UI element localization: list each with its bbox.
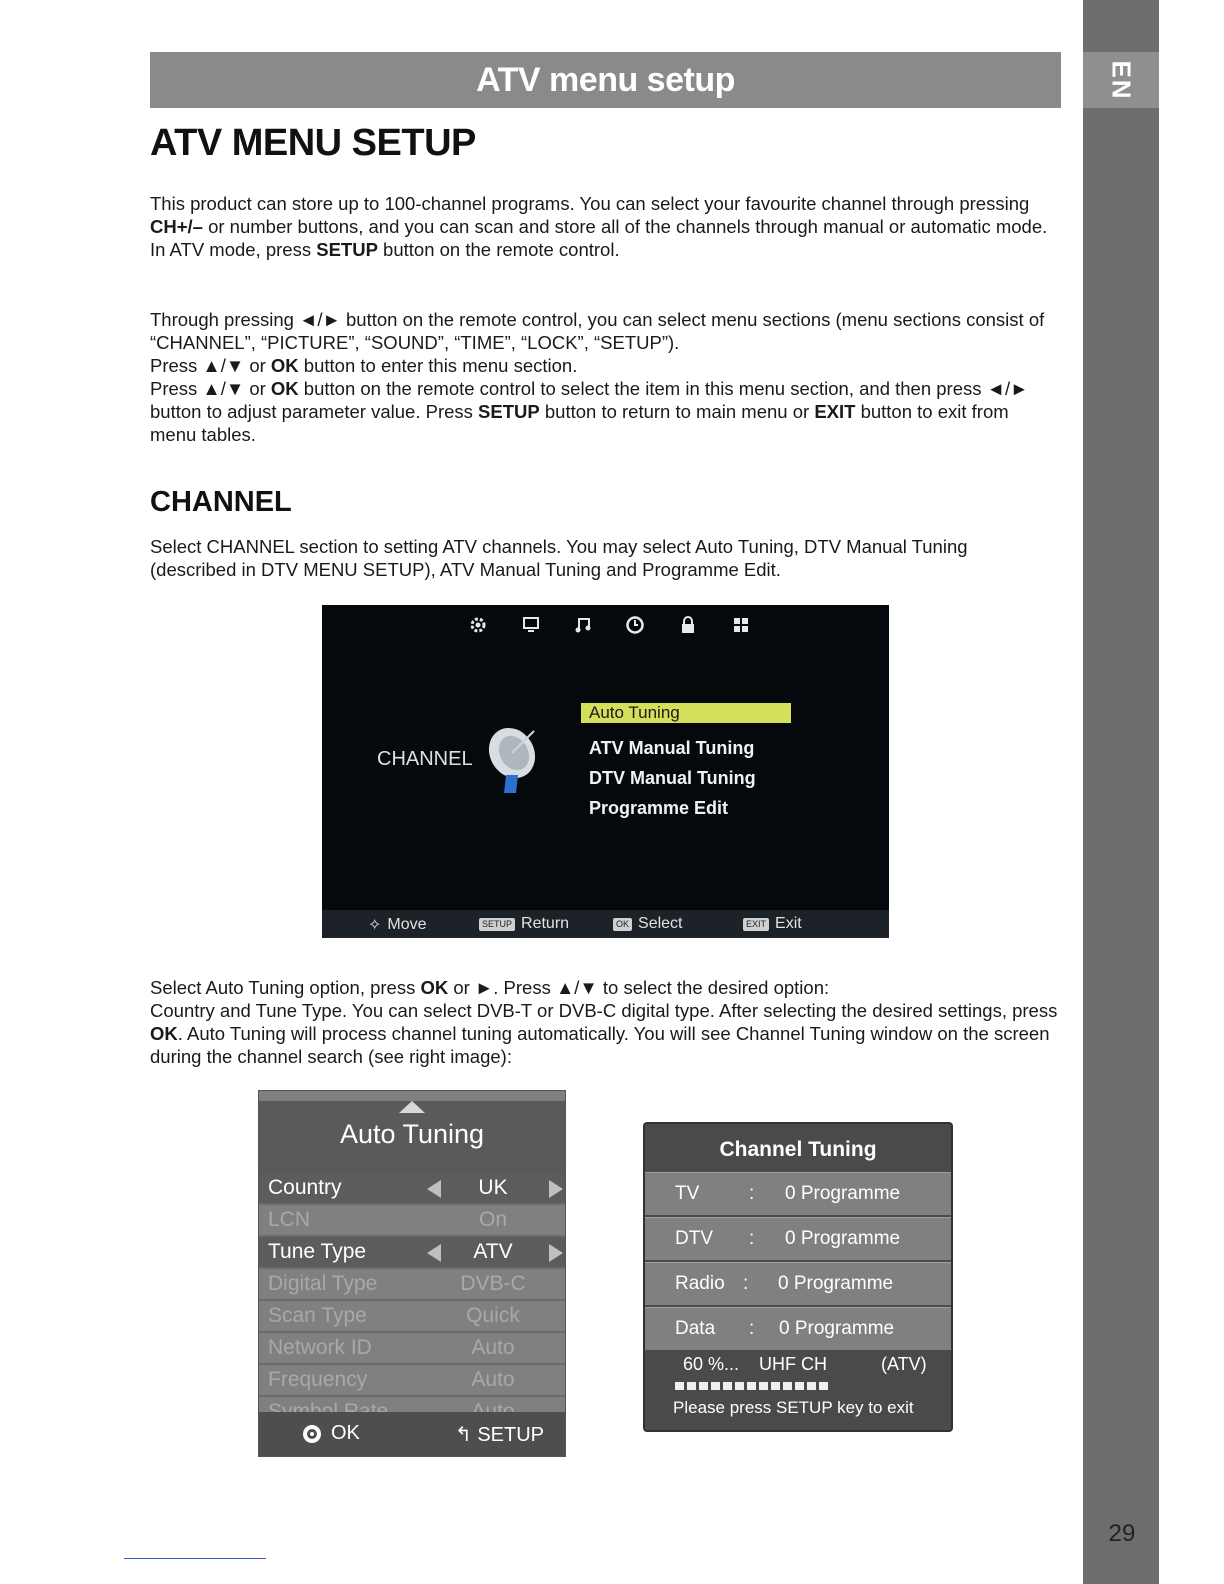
return-hint	[479, 915, 569, 933]
progress-bar	[675, 1382, 951, 1390]
exit-instruction: Please press SETUP key to exit	[673, 1398, 914, 1417]
country-row[interactable]	[259, 1173, 565, 1205]
return-label: Return	[521, 915, 570, 932]
digital-type-value: DVB-C	[460, 1272, 526, 1295]
channel-heading: CHANNEL	[150, 486, 292, 518]
frequency-label: Frequency	[268, 1368, 368, 1391]
exit-hint	[743, 915, 802, 933]
network-id-value: Auto	[471, 1336, 515, 1359]
data-count: 0 Programme	[779, 1318, 895, 1339]
page-banner: ATV menu setup	[150, 52, 1061, 108]
menu-item-programme-edit[interactable]: Programme Edit	[589, 798, 729, 818]
scan-type-value: Quick	[466, 1304, 520, 1327]
intro-text: button on the remote control.	[377, 239, 620, 260]
radio-count-row	[645, 1262, 951, 1305]
data-count-row	[645, 1307, 951, 1350]
separator: :	[749, 1228, 755, 1249]
select-hint	[613, 915, 682, 933]
auto-tuning-title: Auto Tuning	[339, 1119, 485, 1149]
scan-type-label: Scan Type	[268, 1304, 367, 1327]
progress-segment	[747, 1382, 756, 1390]
ok-label: OK	[331, 1422, 360, 1444]
auto-tuning-header	[259, 1101, 565, 1173]
lcn-value: On	[478, 1208, 507, 1231]
frequency-value: Auto	[471, 1368, 515, 1391]
grid-icon[interactable]	[730, 615, 752, 637]
tune-type-value: ATV	[473, 1240, 513, 1263]
nav-text: button to return to main menu or	[539, 401, 815, 422]
digital-type-label: Digital Type	[268, 1272, 378, 1295]
back-arrow-icon: ↰	[455, 1424, 472, 1446]
nav-text: button to enter this menu section.	[298, 355, 578, 376]
auto-text: or ►. Press ▲/▼ to select the desired option:	[448, 977, 830, 998]
tuning-status	[645, 1354, 951, 1418]
lcn-label: LCN	[268, 1208, 311, 1231]
intro-text: This product can store up to 100-channel programs. You can select your favourite channel through pressing	[150, 193, 1030, 214]
menu-help-bar	[322, 910, 889, 938]
tv-label: TV	[675, 1183, 700, 1204]
menu-item-atv-manual-tuning[interactable]: ATV Manual Tuning	[589, 738, 755, 758]
lcn-row[interactable]	[259, 1205, 565, 1237]
progress-segment	[711, 1382, 720, 1390]
dtv-label: DTV	[675, 1228, 713, 1249]
ok-key: OK	[420, 977, 449, 998]
status-line	[645, 1354, 951, 1378]
tv-count: 0 Programme	[785, 1183, 901, 1204]
separator: :	[749, 1183, 755, 1204]
auto-tuning-panel	[258, 1090, 566, 1457]
progress-segment	[723, 1382, 732, 1390]
move-label: Move	[387, 916, 427, 933]
setup-hint[interactable]	[455, 1422, 544, 1447]
frequency-row[interactable]	[259, 1365, 565, 1397]
language-label: EN	[1106, 59, 1137, 101]
scan-type-row[interactable]	[259, 1301, 565, 1333]
up-arrow-icon[interactable]	[399, 1101, 425, 1113]
ok-key: OK	[270, 378, 299, 399]
ok-key: OK	[150, 1023, 178, 1044]
exit-key-icon: EXIT	[743, 918, 769, 931]
tv-channel-menu	[322, 605, 889, 938]
channel-paragraph: Select CHANNEL section to setting ATV channels. You may select Auto Tuning, DTV Manual Tuning (described in DTV MENU SETUP), ATV Manual Tuning and Programme Edit.	[150, 536, 968, 580]
nav-text: button on the remote control to select the item in this menu section, and then press ◄/► button to adjust parameter value. Press	[150, 378, 1029, 422]
select-label: Select	[638, 915, 683, 932]
nav-text: Press ▲/▼ or	[150, 355, 271, 376]
progress-segment	[771, 1382, 780, 1390]
clock-icon[interactable]	[624, 615, 646, 637]
auto-text: Country and Tune Type. You can select DVB-T or DVB-C digital type. After selecting the desired settings, press	[150, 1000, 1058, 1021]
right-arrow-icon[interactable]	[549, 1244, 563, 1262]
menu-item-auto-tuning[interactable]: Auto Tuning	[581, 703, 791, 723]
navigation-paragraph	[150, 308, 1055, 446]
progress-segment	[759, 1382, 768, 1390]
tv-count-row	[645, 1172, 951, 1215]
language-tab	[1083, 52, 1159, 108]
auto-text: . Auto Tuning will process channel tuning automatically. You will see Channel Tuning window on the screen during the channel search (see right image):	[150, 1023, 1050, 1067]
progress-segment	[675, 1382, 684, 1390]
footer-rule	[124, 1558, 266, 1559]
progress-percent: 60 %...	[683, 1354, 740, 1374]
channel-section-label: CHANNEL	[377, 748, 473, 770]
nav-text: Press ▲/▼ or	[150, 378, 271, 399]
country-label: Country	[268, 1176, 342, 1199]
move-arrows-icon: ✧	[368, 917, 382, 934]
dtv-count-row	[645, 1217, 951, 1260]
auto-tuning-footer	[259, 1412, 565, 1456]
separator: :	[743, 1273, 749, 1294]
ok-key: OK	[270, 355, 299, 376]
tune-type-label: Tune Type	[268, 1240, 367, 1263]
tune-type-row[interactable]	[259, 1237, 565, 1269]
satellite-dish-icon	[480, 723, 540, 797]
ch-key: CH+/–	[150, 216, 203, 237]
gear-icon[interactable]	[467, 615, 489, 637]
nav-text: Through pressing ◄/► button on the remote control, you can select menu sections (menu sections consist of “CHANNEL”, “PICTURE”, “SOUND”, “TIME”, “LOCK”, “SETUP”).	[150, 309, 1045, 353]
monitor-icon[interactable]	[520, 615, 542, 637]
ok-key-icon: OK	[613, 918, 632, 931]
progress-segment	[783, 1382, 792, 1390]
exit-label: Exit	[775, 915, 802, 932]
lock-icon[interactable]	[677, 615, 699, 637]
side-bar	[1083, 0, 1159, 1584]
ok-circle-icon	[303, 1425, 321, 1443]
network-id-row[interactable]	[259, 1333, 565, 1365]
nav-text: button to exit from menu tables.	[150, 401, 1009, 445]
setup-key-icon: SETUP	[479, 918, 515, 931]
progress-segment	[795, 1382, 804, 1390]
radio-label: Radio	[675, 1273, 725, 1294]
move-hint	[368, 915, 427, 935]
exit-key: EXIT	[814, 401, 856, 422]
auto-tuning-paragraph	[150, 976, 1060, 1068]
channel-tuning-panel	[643, 1122, 953, 1432]
digital-type-row[interactable]	[259, 1269, 565, 1301]
channel-menu-list	[581, 703, 791, 823]
menu-item-dtv-manual-tuning[interactable]: DTV Manual Tuning	[589, 768, 756, 788]
music-icon[interactable]	[572, 615, 594, 637]
radio-count: 0 Programme	[778, 1273, 894, 1294]
auto-text: Select Auto Tuning option, press	[150, 977, 421, 998]
setup-key: SETUP	[316, 239, 378, 260]
band-label: UHF CH	[759, 1354, 827, 1374]
dtv-count: 0 Programme	[785, 1228, 901, 1249]
progress-segment	[687, 1382, 696, 1390]
network-id-label: Network ID	[268, 1336, 372, 1359]
page-title: ATV MENU SETUP	[150, 122, 476, 164]
data-label: Data	[675, 1318, 716, 1339]
intro-text: In ATV mode, press	[150, 239, 317, 260]
progress-segment	[699, 1382, 708, 1390]
page-number: 29	[1108, 1520, 1136, 1547]
intro-text: or number buttons, and you can scan and store all of the channels through manual or automatic mode.	[202, 216, 1048, 237]
channel-tuning-title: Channel Tuning	[719, 1138, 877, 1161]
mode-label: (ATV)	[881, 1354, 927, 1374]
progress-segment	[735, 1382, 744, 1390]
setup-key: SETUP	[478, 401, 540, 422]
menu-icon-bar	[322, 611, 889, 643]
progress-segment	[807, 1382, 816, 1390]
ok-hint[interactable]	[303, 1422, 360, 1445]
separator: :	[749, 1318, 755, 1339]
setup-label: SETUP	[477, 1424, 545, 1446]
intro-paragraph	[150, 192, 1055, 261]
right-arrow-icon[interactable]	[549, 1180, 563, 1198]
progress-segment	[819, 1382, 828, 1390]
country-value: UK	[478, 1176, 508, 1199]
